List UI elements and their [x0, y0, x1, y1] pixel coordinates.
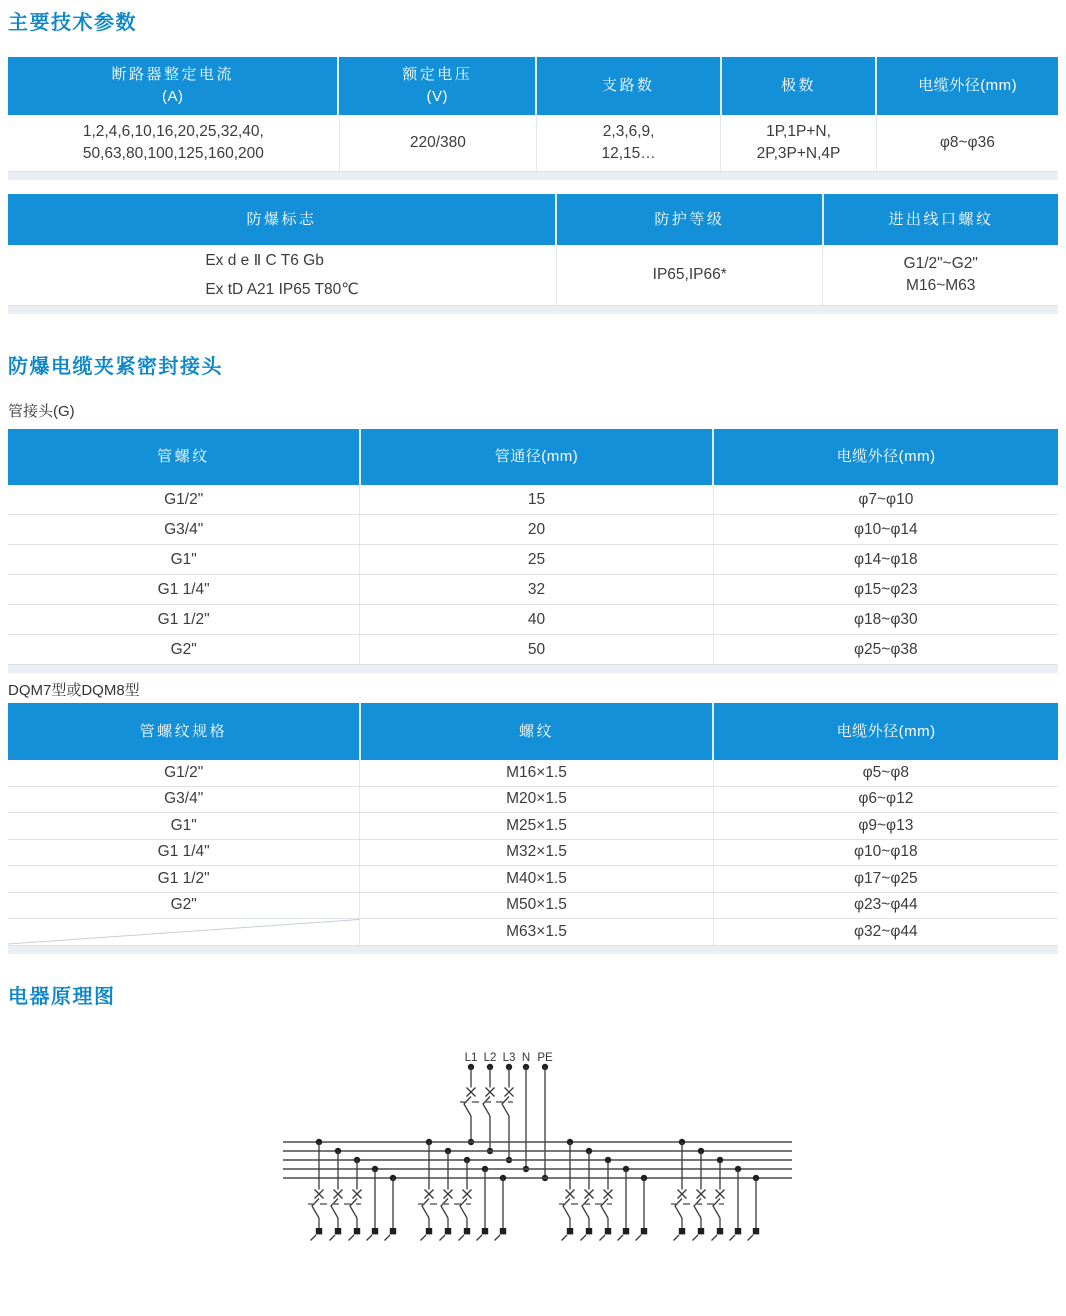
header-cell: 电缆外径(mm): [712, 703, 1058, 760]
header-cell: 防护等级: [555, 194, 822, 245]
cell-rated-voltage: 220/380: [339, 115, 536, 171]
table-row: G1 1/4" M32×1.5 φ10~φ18: [8, 840, 1058, 867]
table-row: G1" M25×1.5 φ9~φ13: [8, 813, 1058, 840]
cell-breaker-current: 1,2,4,6,10,16,20,25,32,40, 50,63,80,100,125,160,200: [82, 123, 264, 162]
table-row: M63×1.5 φ32~φ44: [8, 919, 1058, 946]
section-title-gland: 防爆电缆夹紧密封接头: [8, 356, 223, 378]
header-cell: 额定电压 (V): [337, 57, 535, 115]
table-dqm: [8, 703, 1058, 954]
table-main-params-header: [8, 57, 1058, 115]
branch-group-1: [308, 1139, 396, 1241]
cell-empty-diagonal: [8, 919, 359, 945]
neutral-pe-feeders: [523, 1067, 548, 1181]
table-row: G1/2" 15 φ7~φ10: [8, 485, 1058, 515]
label-dqm: DQM7型或DQM8型: [8, 682, 140, 699]
section-title-schematic: 电器原理图: [8, 986, 116, 1008]
table-main-params: [8, 57, 1058, 180]
table-row: [8, 115, 1058, 172]
header-cell: 极数: [720, 57, 876, 115]
table-row: G1 1/2" M40×1.5 φ17~φ25: [8, 866, 1058, 893]
header-cell: 管螺纹: [157, 448, 210, 466]
header-cell: 进出线口螺纹: [822, 194, 1058, 245]
schematic-diagram: [0, 1040, 1066, 1316]
table-row: G3/4" 20 φ10~φ14: [8, 515, 1058, 545]
header-cell: 电缆外径(mm): [712, 429, 1058, 485]
table-bottom-band: [8, 172, 1058, 180]
feeder-label: L2: [483, 1052, 497, 1064]
branch-group-4: [671, 1139, 759, 1241]
table-bottom-band: [8, 306, 1058, 314]
cell-ex-marking: Ex d e Ⅱ C T6 Gb Ex tD A21 IP65 T80℃: [205, 251, 359, 298]
header-cell: 管螺纹规格: [139, 722, 228, 740]
feeder-label: L1: [464, 1052, 478, 1064]
header-cell: 螺纹: [359, 703, 713, 760]
label-g-joint: 管接头(G): [8, 403, 75, 420]
table-dqm-header: [8, 703, 1058, 760]
cell-ip-rating: IP65,IP66*: [556, 245, 823, 305]
feeder-label: PE: [537, 1052, 553, 1064]
table-ex-marking: [8, 194, 1058, 314]
table-row: G1 1/2" 40 φ18~φ30: [8, 605, 1058, 635]
section-title-main-params: 主要技术参数: [8, 12, 137, 34]
table-bottom-band: [8, 946, 1058, 954]
table-row: G1/2" M16×1.5 φ5~φ8: [8, 760, 1058, 787]
table-row: G1" 25 φ14~φ18: [8, 545, 1058, 575]
diagonal-slash: [8, 919, 359, 945]
feeder-label: L3: [502, 1052, 516, 1064]
table-ex-marking-header: [8, 194, 1058, 245]
table-row: G2" M50×1.5 φ23~φ44: [8, 893, 1058, 920]
header-cell: 管通径(mm): [359, 429, 713, 485]
cell-cable-od: φ8~φ36: [876, 115, 1058, 171]
table-bottom-band: [8, 665, 1058, 673]
main-breaker: [460, 1067, 514, 1163]
header-cell: 防爆标志: [246, 210, 317, 228]
table-g-joint: [8, 429, 1058, 673]
branch-group-2: [418, 1139, 506, 1241]
table-row: G1 1/4" 32 φ15~φ23: [8, 575, 1058, 605]
table-row: G3/4" M20×1.5 φ6~φ12: [8, 787, 1058, 814]
feeder-label: N: [521, 1052, 531, 1064]
cell-entry-thread: G1/2"~G2" M16~M63: [822, 245, 1058, 305]
cell-poles: 1P,1P+N, 2P,3P+N,4P: [720, 115, 875, 171]
header-cell: 电缆外径(mm): [875, 57, 1058, 115]
header-cell: 断路器整定电流 (A): [111, 66, 234, 105]
table-row: [8, 245, 1058, 306]
cell-branch-count: 2,3,6,9, 12,15…: [536, 115, 720, 171]
table-g-joint-header: [8, 429, 1058, 485]
header-cell: 支路数: [535, 57, 720, 115]
branch-group-3: [559, 1139, 647, 1241]
table-row: G2" 50 φ25~φ38: [8, 635, 1058, 665]
